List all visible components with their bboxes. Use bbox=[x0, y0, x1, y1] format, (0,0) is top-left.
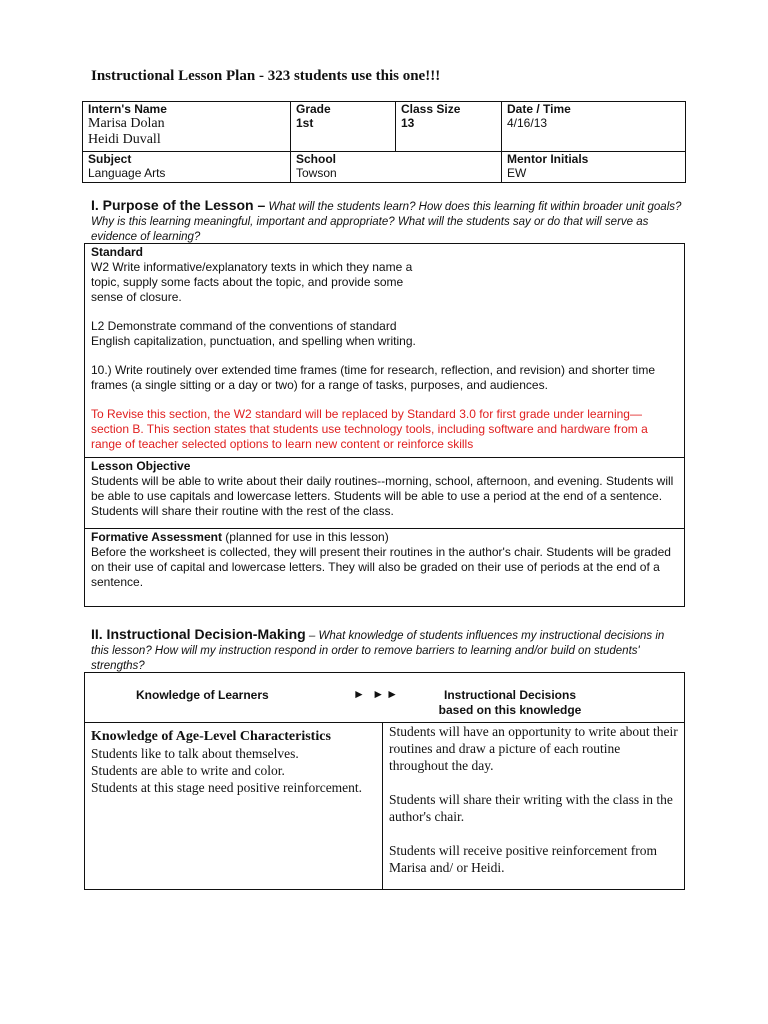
section-2-heading bbox=[91, 627, 683, 674]
class-size-label: Class Size bbox=[401, 102, 461, 116]
grade-value: 1st bbox=[296, 116, 314, 130]
grade-label: Grade bbox=[296, 102, 331, 116]
section-2-question: – What knowledge of students influences my instructional decisions in this lesson? How will my instruction respond in order to remove barriers to learning and/or build on students' strengths? bbox=[91, 630, 665, 672]
decision-1: Students will have an opportunity to write about their routines and draw a picture of each routine throughout the day. bbox=[389, 724, 678, 773]
class-size-value: 13 bbox=[401, 116, 415, 130]
standard-10: 10.) Write routinely over extended time frames (time for research, reflection, and revision) and shorter time frames (a single sitting or a day or two) for a range of tasks, purposes, and audiences. bbox=[91, 363, 656, 392]
age-line-3: Students at this stage need positive reinforcement. bbox=[91, 780, 363, 795]
section-1-question: What will the students learn? How does this learning fit within broader unit goals? Why is this learning meaningful, important and appropriate? What will the students say or do that will serve as evidence of learning? bbox=[91, 201, 682, 243]
formative-note: (planned for use in this lesson) bbox=[221, 530, 389, 544]
standard-cell bbox=[85, 244, 684, 458]
intern-name-label: Intern's Name bbox=[88, 102, 167, 116]
standard-w2-line-2: topic, supply some facts about the topic, and provide some bbox=[91, 275, 404, 289]
date-value: 4/16/13 bbox=[507, 116, 548, 130]
school-cell bbox=[291, 152, 502, 183]
section-2-title: II. Instructional Decision-Making bbox=[91, 626, 306, 642]
section-1-title: I. Purpose of the Lesson – bbox=[91, 197, 266, 213]
revision-note: To Revise this section, the W2 standard will be replaced by Standard 3.0 for first grade under learning—section B. This section states that students use technology tools, including software and hardware from a range of teacher selected options to learn new content or reinforce skills bbox=[91, 407, 648, 451]
mentor-value: EW bbox=[507, 166, 527, 180]
age-line-1: Students like to talk about themselves. bbox=[91, 746, 299, 761]
subject-label: Subject bbox=[88, 152, 132, 166]
subject-value: Language Arts bbox=[88, 166, 166, 180]
decision-table bbox=[84, 672, 685, 890]
section-1-heading bbox=[91, 198, 683, 245]
arrows-icon: ► ►► bbox=[353, 687, 400, 701]
standard-w2-line-1: W2 Write informative/explanatory texts in which they name a bbox=[91, 260, 413, 274]
subject-cell bbox=[83, 152, 291, 183]
lesson-info-table bbox=[82, 101, 686, 183]
decision-2: Students will share their writing with the class in the author's chair. bbox=[389, 792, 673, 824]
formative-label: Formative Assessment bbox=[91, 530, 222, 544]
school-value: Towson bbox=[296, 166, 337, 180]
decision-table-header bbox=[85, 673, 684, 723]
intern-name-1: Marisa Dolan bbox=[88, 116, 165, 131]
age-level-cell bbox=[85, 723, 383, 889]
age-level-label: Knowledge of Age-Level Characteristics bbox=[91, 729, 331, 744]
purpose-box bbox=[84, 243, 685, 607]
date-label: Date / Time bbox=[507, 102, 571, 116]
decisions-cell bbox=[383, 723, 684, 889]
objective-cell bbox=[85, 458, 684, 529]
instructional-decisions-header: Instructional Decisions based on this knowledge bbox=[438, 688, 582, 717]
mentor-cell bbox=[502, 152, 686, 183]
mentor-label: Mentor Initials bbox=[507, 152, 589, 166]
objective-text: Students will be able to write about their daily routines--morning, school, afternoon, and evening. Students will be able to use capitals and lowercase letters. Students will be able to use a period at the end of a sentence. Students will share their routine with the rest of the class. bbox=[91, 474, 674, 518]
intern-name-2: Heidi Duvall bbox=[88, 132, 161, 147]
knowledge-of-learners-header: Knowledge of Learners bbox=[136, 688, 269, 702]
document-title: Instructional Lesson Plan - 323 students use this one!!! bbox=[91, 68, 441, 84]
standard-w2-line-3: sense of closure. bbox=[91, 290, 182, 304]
decision-table-body bbox=[85, 723, 684, 889]
standard-l2-line-1: L2 Demonstrate command of the conventions of standard bbox=[91, 319, 397, 333]
standard-l2-line-2: English capitalization, punctuation, and spelling when writing. bbox=[91, 334, 416, 348]
date-cell bbox=[502, 102, 686, 152]
formative-cell bbox=[85, 529, 684, 596]
age-line-2: Students are able to write and color. bbox=[91, 763, 285, 778]
decision-3: Students will receive positive reinforcement from Marisa and/ or Heidi. bbox=[389, 843, 658, 875]
school-label: School bbox=[296, 152, 337, 166]
objective-label: Lesson Objective bbox=[91, 459, 191, 473]
standard-label: Standard bbox=[91, 245, 144, 259]
grade-cell bbox=[291, 102, 396, 152]
class-size-cell bbox=[396, 102, 502, 152]
intern-name-cell bbox=[83, 102, 291, 152]
formative-text: Before the worksheet is collected, they will present their routines in the author's chair. Students will be graded on their use of capital and lowercase letters. They will also be graded on their use of periods at the end of a sentence. bbox=[91, 545, 671, 589]
